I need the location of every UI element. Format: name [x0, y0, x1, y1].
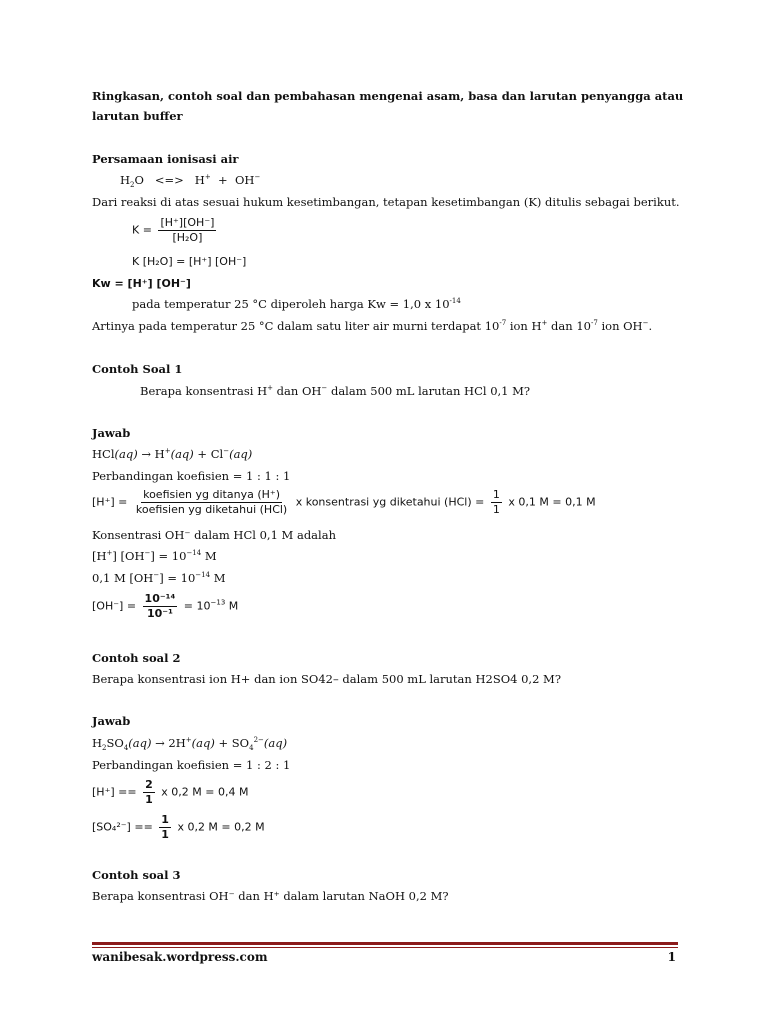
soal1-heading: Contoh Soal 1: [92, 362, 183, 376]
soal1-jawab: Jawab: [92, 426, 131, 440]
title-line-2: larutan buffer: [92, 109, 183, 123]
title-line-1: Ringkasan, contoh soal dan pembahasan mengenai asam, basa dan larutan penyangga atau: [92, 89, 684, 103]
soal2-perbandingan: Perbandingan koefisien = 1 : 2 : 1: [92, 758, 291, 772]
soal2-reaction: $H_2SO_4(aq) \to 2H^+(aq) + SO_4^{2-}(aq)$: [92, 736, 288, 752]
k-equation-2: K [H₂O] = [H⁺] [OH⁻]: [132, 255, 247, 268]
text-reaksi: Dari reaksi di atas sesuai hukum kesetimbangan, tetapan kesetimbangan (K) ditulis sebagai berikut.: [92, 195, 680, 209]
text-artinya: Artinya pada temperatur 25 °C dalam satu liter air murni terdapat $10^{-7}$ ion H+ dan $10^{-7}$ ion OH−.: [92, 319, 653, 333]
k-equation: K = $\frac{[H^+][OH^-]}{\text{[H₂O]}}$: [132, 216, 215, 244]
soal1-question: Berapa konsentrasi H+ dan OH− dalam 500 mL larutan HCl 0,1 M?: [140, 384, 531, 398]
soal2-h-result: [H⁺] == $\frac{2}{1}$ x 0,2 M = 0,4 M: [92, 778, 249, 806]
kw-value: pada temperatur 25 °C diperoleh harga Kw = 1,0 x $10^{-14}$: [132, 297, 461, 311]
soal3-question: Berapa konsentrasi OH⁻ dan H⁺ dalam larutan NaOH 0,2 M?: [92, 889, 449, 903]
soal1-h-formula: [H⁺] = $\frac{\text{koefisien yg ditanya (H⁺)}}{\text{koefisien yg diketahui (HCl)}}$ x konsentrasi yg diketahui (HCl) = $\frac{1}{1}$ x 0,1 M = 0,1 M: [92, 488, 596, 516]
kw-equation: Kw = [H⁺] [OH⁻]: [92, 277, 191, 290]
soal2-so4-result: [SO₄²⁻] == $\frac{1}{1}$ x 0,2 M = 0,2 M: [92, 813, 265, 841]
soal1-perbandingan: Perbandingan koefisien = 1 : 1 : 1: [92, 469, 291, 483]
section-ionisasi-heading: Persamaan ionisasi air: [92, 152, 239, 166]
soal1-konsentrasi-oh: Konsentrasi OH⁻ dalam HCl 0,1 M adalah: [92, 528, 336, 542]
footer-page-number: 1: [667, 950, 676, 964]
soal2-question: Berapa konsentrasi ion H+ dan ion SO42– dalam 500 mL larutan H2SO4 0,2 M?: [92, 672, 561, 686]
footer-rule: [92, 942, 678, 945]
footer-rule-thin: [92, 947, 678, 948]
soal1-oh-result: [OH⁻] = $\frac{\text{10⁻¹⁴}}{\text{10⁻¹}}$ = $10^{-13}$ M: [92, 592, 239, 620]
soal1-reaction: HCl(aq) → H+(aq) + Cl−(aq): [92, 447, 253, 461]
soal1-kw-line: [H+] $[OH^-] = 10^{-14}$ M: [92, 549, 217, 563]
soal2-heading: Contoh soal 2: [92, 651, 181, 665]
soal3-heading: Contoh soal 3: [92, 868, 181, 882]
soal2-jawab: Jawab: [92, 714, 131, 728]
ionisasi-equation: $H_2O$ <=> H+ + OH−: [120, 173, 261, 189]
soal1-oh-line: 0,1 M $[OH^-] = 10^{-14}$ M: [92, 571, 226, 585]
footer-site: wanibesak.wordpress.com: [92, 950, 268, 964]
